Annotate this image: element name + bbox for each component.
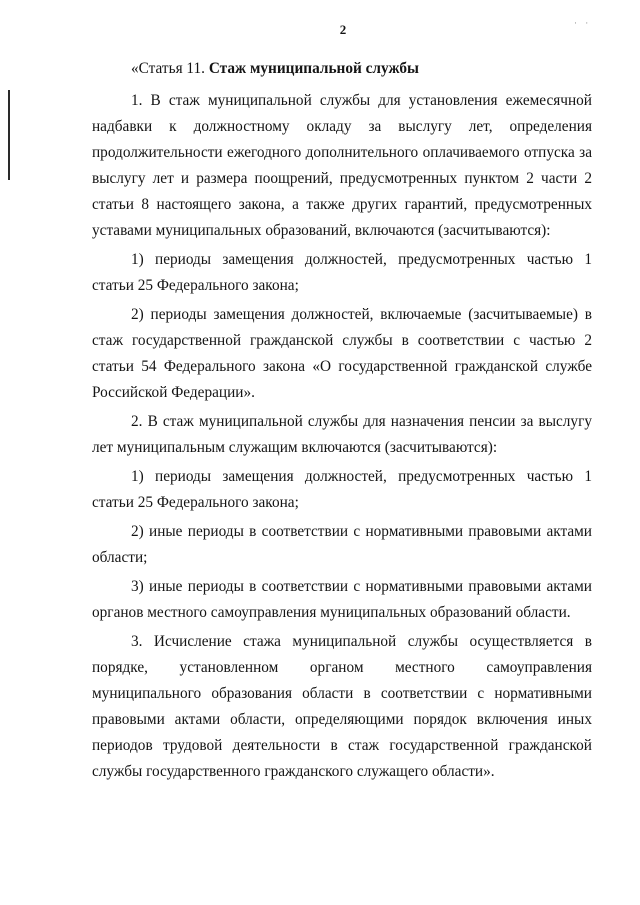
paragraph-1-item-1: 1) периоды замещения должностей, предусмотренных частью 1 статьи 25 Федерального закона; <box>92 251 592 294</box>
page-number: 2 <box>339 22 347 37</box>
paragraph-2-item-1: 1) периоды замещения должностей, предусмотренных частью 1 статьи 25 Федерального закона; <box>92 468 592 511</box>
paragraph-2-item-2: 2) иные периоды в соответствии с нормативными правовыми актами области; <box>92 523 592 566</box>
corner-mark: · · <box>574 18 592 28</box>
article-heading <box>92 56 592 82</box>
paragraph-1-item-2: 2) периоды замещения должностей, включаемые (засчитываемые) в стаж государственной гражданской службы в соответствии с частью 2 статьи 54 Федерального закона «О государственной гражданской службе Российской Федерации». <box>92 306 592 401</box>
margin-bar <box>8 90 10 180</box>
paragraph-2: 2. В стаж муниципальной службы для назначения пенсии за выслугу лет муниципальным служащим включаются (засчитываются): <box>92 413 592 456</box>
paragraph-1: 1. В стаж муниципальной службы для установления ежемесячной надбавки к должностному окладу за выслугу лет, определения продолжительности ежегодного дополнительного оплачиваемого отпуска за выслугу лет и размера поощрений, предусмотренных пунктом 2 части 2 статьи 8 настоящего закона, а также других гарантий, предусмотренных уставами муниципальных образований, включаются (засчитываются): <box>92 92 592 239</box>
paragraph-3: 3. Исчисление стажа муниципальной службы осуществляется в порядке, установленном органом местного самоуправления муниципального образования области в соответствии с нормативными правовыми актами области, определяющими порядок включения иных периодов трудовой деятельности в стаж государственной гражданской службы государственного гражданского служащего области». <box>92 633 592 780</box>
paragraph-2-item-3: 3) иные периоды в соответствии с нормативными правовыми актами органов местного самоуправления муниципальных образований области. <box>92 578 592 621</box>
document-body <box>92 56 592 785</box>
article-title: Стаж муниципальной службы <box>208 60 419 77</box>
article-number: «Статья 11. <box>131 60 205 77</box>
